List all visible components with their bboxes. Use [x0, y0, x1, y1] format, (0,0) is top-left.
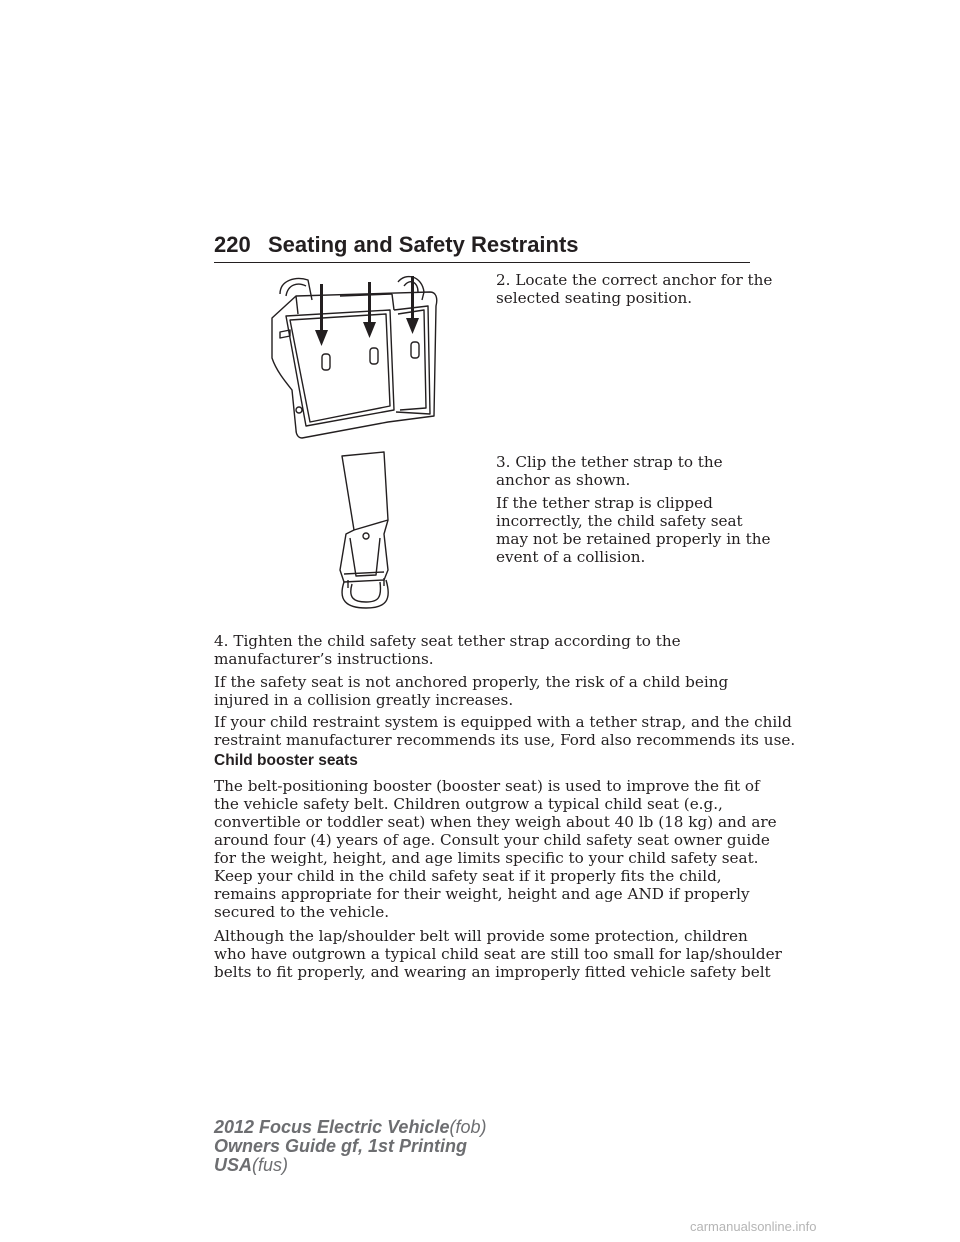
- tether-recommendation-paragraph: If your child restraint system is equipped with a tether strap, and the child restraint manufacturer recommends its use, Ford also recommends its use.: [214, 713, 796, 749]
- step-3-text: 3. Clip the tether strap to the anchor as shown.: [496, 453, 723, 489]
- step-4-text: 4. Tighten the child safety seat tether strap according to the manufacturer’s instructions.: [214, 632, 681, 668]
- header-rule: [214, 262, 750, 263]
- footer-market-code: (fus): [252, 1155, 289, 1175]
- booster-seats-heading: Child booster seats: [214, 752, 358, 769]
- anchoring-risk-paragraph: If the safety seat is not anchored properly, the risk of a child being injured in a collision greatly increases.: [214, 673, 729, 709]
- section-title: Seating and Safety Restraints: [268, 232, 579, 257]
- booster-paragraph-2: Although the lap/shoulder belt will provide some protection, children who have outgrown a typical child seat are still too small for lap/shoulder belts to fit properly, and wearing an improperly fitted vehicle safety belt: [214, 927, 782, 981]
- footer-line-1: [214, 1118, 486, 1137]
- step-3-note: If the tether strap is clipped incorrectly, the child safety seat may not be retained properly in the event of a collision.: [496, 494, 771, 566]
- footer-line-2: Owners Guide gf, 1st Printing: [214, 1136, 468, 1156]
- footer-market: USA: [214, 1155, 253, 1175]
- booster-paragraph-1: The belt-positioning booster (booster seat) is used to improve the fit of the vehicle safety belt. Children outgrow a typical child seat (e.g., convertible or toddler seat) when they weigh about 40 lb (18 kg) and are around four (4) years of age. Consult your child safety seat owner guide for the weight, height, and age limits specific to your child safety seat. Keep your child in the child safety seat if it properly fits the child, remains appropriate for their weight, height and age AND if properly secured to the vehicle.: [214, 777, 777, 921]
- step-2-text: 2. Locate the correct anchor for the selected seating position.: [496, 271, 773, 307]
- footer-vehicle: 2012 Focus Electric Vehicle: [214, 1117, 450, 1137]
- footer-vehicle-code: (fob): [449, 1117, 487, 1137]
- seat-anchor-illustration: [266, 270, 442, 442]
- document-footer: [214, 1118, 486, 1175]
- watermark: carmanualsonline.info: [690, 1219, 817, 1234]
- footer-line-3: [214, 1156, 486, 1175]
- tether-clip-illustration: [326, 450, 406, 614]
- page-number: 220: [214, 232, 251, 257]
